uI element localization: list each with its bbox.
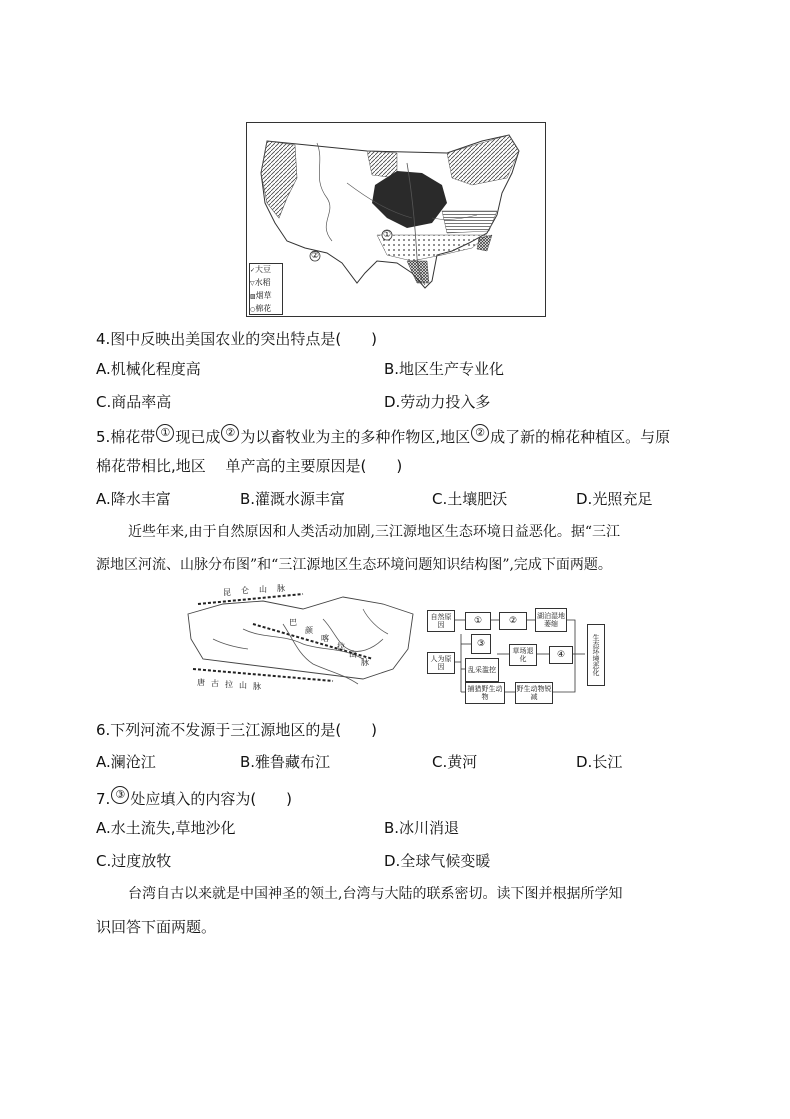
q5-stem-line2: 棉花带相比,地区 单产高的主要原因是( ) [96,457,403,475]
circle-2b: ② [471,424,489,442]
q6-option-c[interactable]: C.黄河 [432,753,478,771]
legend-item-soybean: ✓大豆 [250,265,272,274]
intro-taiwan-line2: 识回答下面两题。 [96,918,217,936]
q4-option-a[interactable]: A.机械化程度高 [96,360,201,378]
q5-option-d[interactable]: D.光照充足 [576,490,653,508]
node-wetland-shrink: 湖泊湿地萎缩 [535,608,567,632]
node-human-cause: 人为原因 [427,652,455,674]
label-kunlun-2: 仑 [241,586,249,595]
node-natural-cause: 自然原因 [427,610,455,632]
q6-option-a[interactable]: A.澜沧江 [96,753,156,771]
node-grassland-degrade: 草场退化 [509,644,537,666]
circle-1: ① [156,424,174,442]
label-tanggula-2: 古 [211,679,219,688]
marker-1: ① [382,230,392,240]
node-wildlife-decline: 野生动物锐减 [515,682,553,704]
intro-sanjiangyuan-line1: 近些年来,由于自然原因和人类活动加剧,三江源地区生态环境日益恶化。据“三江 [128,524,621,540]
node-2: ② [499,612,527,630]
q5-option-b[interactable]: B.灌溉水源丰富 [240,490,346,508]
label-kunlun-4: 脉 [277,584,285,593]
intro-taiwan-line1: 台湾自古以来就是中国神圣的领土,台湾与大陆的联系密切。读下图并根据所学知 [128,886,623,902]
q6-stem: 6.下列河流不发源于三江源地区的是( ) [96,721,378,739]
q6-option-d[interactable]: D.长江 [576,753,623,771]
label-bayan-2: 颜 [305,626,313,635]
q6-option-b[interactable]: B.雅鲁藏布江 [240,753,331,771]
label-kunlun-3: 山 [259,585,267,594]
legend-item-tobacco: ▨烟草 [250,291,272,300]
label-bayan-5: 山 [349,650,357,659]
q4-stem: 4.图中反映出美国农业的突出特点是( ) [96,330,378,348]
label-bayan-6: 脉 [361,658,369,667]
label-bayan-1: 巴 [289,618,297,627]
label-bayan-4: 拉 [337,642,345,651]
node-hunting: 捕猎野生动物 [465,682,505,704]
label-tanggula-3: 拉 [225,680,233,689]
q7-option-b[interactable]: B.冰川消退 [384,819,460,837]
node-4: ④ [549,646,573,664]
q7-option-d[interactable]: D.全球气候变暖 [384,852,491,870]
q5-stem-line1: 5.棉花带 ① 现已成 ② 为以畜牧业为主的多种作物区,地区 ② 成了新的棉花种植区。与原 [96,426,671,446]
marker-2: ② [310,251,320,261]
q7-stem: 7. ③ 处应填入的内容为( ) [96,788,293,808]
us-agriculture-map [246,122,546,317]
legend-item-rice: ▽水稻 [250,278,271,287]
intro-sanjiangyuan-line2: 源地区河流、山脉分布图”和“三江源地区生态环境问题知识结构图”,完成下面两题。 [96,557,612,573]
q4-option-c[interactable]: C.商品率高 [96,393,172,411]
map-legend [249,263,283,315]
sanjiangyuan-river-map [183,584,420,697]
q7-option-c[interactable]: C.过度放牧 [96,852,172,870]
circle-2: ② [221,424,239,442]
q4-option-b[interactable]: B.地区生产专业化 [384,360,505,378]
q5-option-c[interactable]: C.土壤肥沃 [432,490,508,508]
node-mining: 乱采滥挖 [465,658,499,682]
circle-3: ③ [111,786,129,804]
label-tanggula-4: 山 [239,681,247,690]
legend-item-cotton: ○棉花 [250,304,272,313]
label-bayan-3: 喀 [321,634,329,643]
q7-option-a[interactable]: A.水土流失,草地沙化 [96,819,236,837]
us-map-svg [247,123,545,316]
q5-option-a[interactable]: A.降水丰富 [96,490,171,508]
node-3: ③ [471,634,491,654]
label-kunlun-1: 昆 [223,588,231,597]
ecology-structure-diagram [425,604,607,704]
label-tanggula-1: 唐 [197,678,205,687]
label-tanggula-5: 脉 [253,682,261,691]
node-eco-deterioration: 生态环境恶化 [587,624,605,686]
q4-option-d[interactable]: D.劳动力投入多 [384,393,491,411]
node-1: ① [465,612,491,630]
